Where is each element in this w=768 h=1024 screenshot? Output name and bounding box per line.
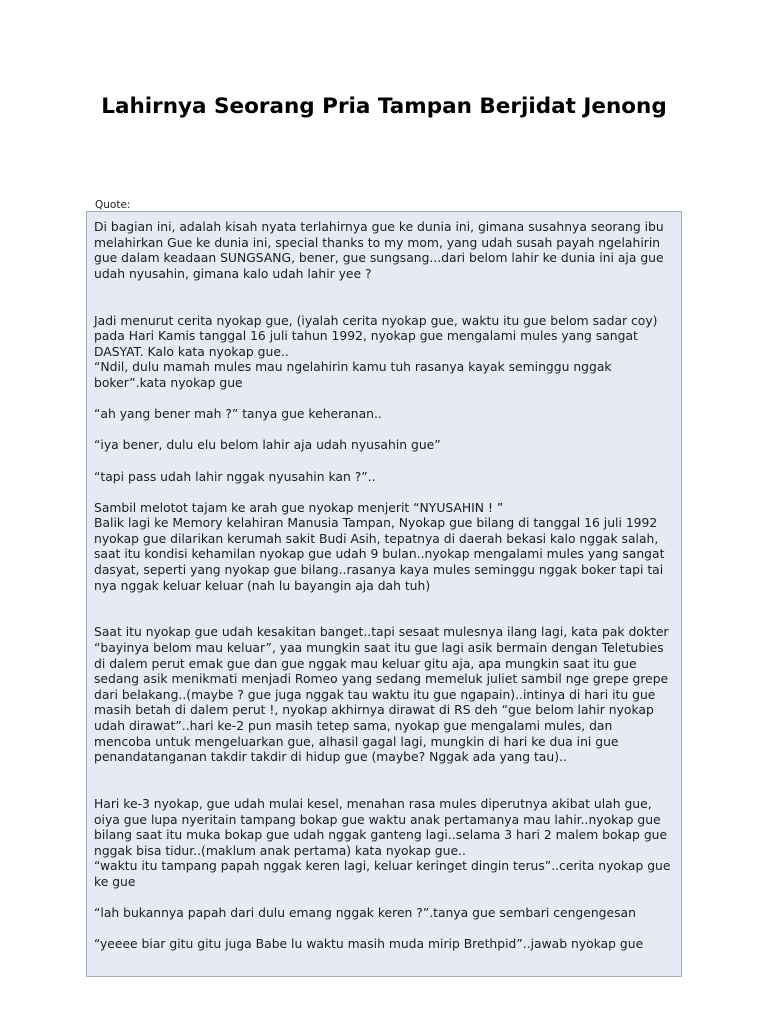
paragraph: “tapi pass udah lahir nggak nyusahin kan ?”..: [94, 469, 376, 484]
paragraph: “lah bukannya papah dari dulu emang nggak keren ?”.tanya gue sembari cengengesan: [94, 906, 636, 921]
paragraph-gap: [94, 922, 672, 938]
paragraph: “Ndil, dulu mamah mules mau ngelahirin kamu tuh rasanya kayak seminggu nggak boker”.kata nyokap gue: [94, 360, 612, 390]
quote-label: Quote:: [95, 199, 131, 211]
paragraph: Hari ke-3 nyokap, gue udah mulai kesel, menahan rasa mules diperutnya akibat ulah gue, oiya gue lupa nyeritain tampang bokap gue waktu anak pertamanya mau lahir..nyokap gue bilang saat itu muka bokap gue udah nggak ganteng lagi..selama 3 hari 2 malem bokap gue nggak bisa tidur..(maklum anak pertama) kata nyokap gue..: [94, 796, 668, 858]
paragraph: “ah yang bener mah ?” tanya gue keheranan..: [94, 407, 382, 422]
paragraph: “iya bener, dulu elu belom lahir aja udah nyusahin gue”: [94, 438, 441, 453]
paragraph: Saat itu nyokap gue udah kesakitan banget..tapi sesaat mulesnya ilang lagi, kata pak dokter “bayinya belom mau keluar”, yaa mungkin saat itu gue lagi asik bermain dengan Teletubies di dalem perut emak gue dan gue nggak mau keluar gitu aja, apa mungkin saat itu gue sedang asik menikmati menjadi Romeo yang sedang memeluk juliet sambil nge grepe grepe dari belakang..(maybe ? gue juga nggak tau waktu itu gue ngapain)..intinya di hari itu gue masih betah di dalem perut !, nyokap akhirnya dirawat di RS deh “gue belom lahir nyokap udah dirawat”..hari ke-2 pun masih tetep sama, nyokap gue mengalami mules, dan mencoba untuk mengeluarkan gue, alhasil gagal lagi, mungkin di hari ke dua ini gue penandatanganan takdir takdir di hidup gue (maybe? Nggak ada yang tau)..: [94, 625, 669, 765]
paragraph-gap: [94, 594, 672, 625]
paragraph-gap: [94, 392, 672, 408]
paragraph-gap: [94, 891, 672, 907]
paragraph-gap: [94, 766, 672, 797]
document-title: Lahirnya Seorang Pria Tampan Berjidat Jenong: [101, 94, 667, 119]
paragraph-gap: [94, 282, 672, 313]
paragraph: Di bagian ini, adalah kisah nyata terlahirnya gue ke dunia ini, gimana susahnya seorang ibu melahirkan Gue ke dunia ini, special thanks to my mom, yang udah susah payah ngelahirin gue dalam keadaan SUNGSANG, bener, gue sungsang...dari belom lahir ke dunia ini aja gue udah nyusahin, gimana kalo udah lahir yee ?: [94, 220, 664, 281]
paragraph: “waktu itu tampang papah nggak keren lagi, keluar keringet dingin terus”..cerita nyokap gue ke gue: [94, 859, 671, 889]
paragraph-gap: [94, 423, 672, 439]
paragraph-gap: [94, 485, 672, 501]
paragraph: Sambil melotot tajam ke arah gue nyokap menjerit “NYUSAHIN ! ”: [94, 500, 504, 515]
paragraph: Balik lagi ke Memory kelahiran Manusia Tampan, Nyokap gue bilang di tanggal 16 juli 1992 nyokap gue dilarikan kerumah sakit Budi Asih, tepatnya di daerah bekasi kalo nggak salah, saat itu kondisi kehamilan nyokap gue udah 9 bulan..nyokap mengalami mules yang sangat dasyat, seperti yang nyokap gue bilang..rasanya kaya mules seminggu nggak boker tapi tai nya nggak keluar keluar (nah lu bayangin aja dah tuh): [94, 516, 665, 593]
paragraph-gap: [94, 454, 672, 470]
paragraph: “yeeee biar gitu gitu juga Babe lu waktu masih muda mirip Brethpid”..jawab nyokap gue: [94, 937, 644, 952]
quote-box: [86, 211, 682, 977]
paragraph: Jadi menurut cerita nyokap gue, (iyalah cerita nyokap gue, waktu itu gue belom sadar coy) pada Hari Kamis tanggal 16 juli tahun 1992, nyokap gue mengalami mules yang sangat DASYAT. Kalo kata nyokap gue..: [94, 313, 658, 359]
